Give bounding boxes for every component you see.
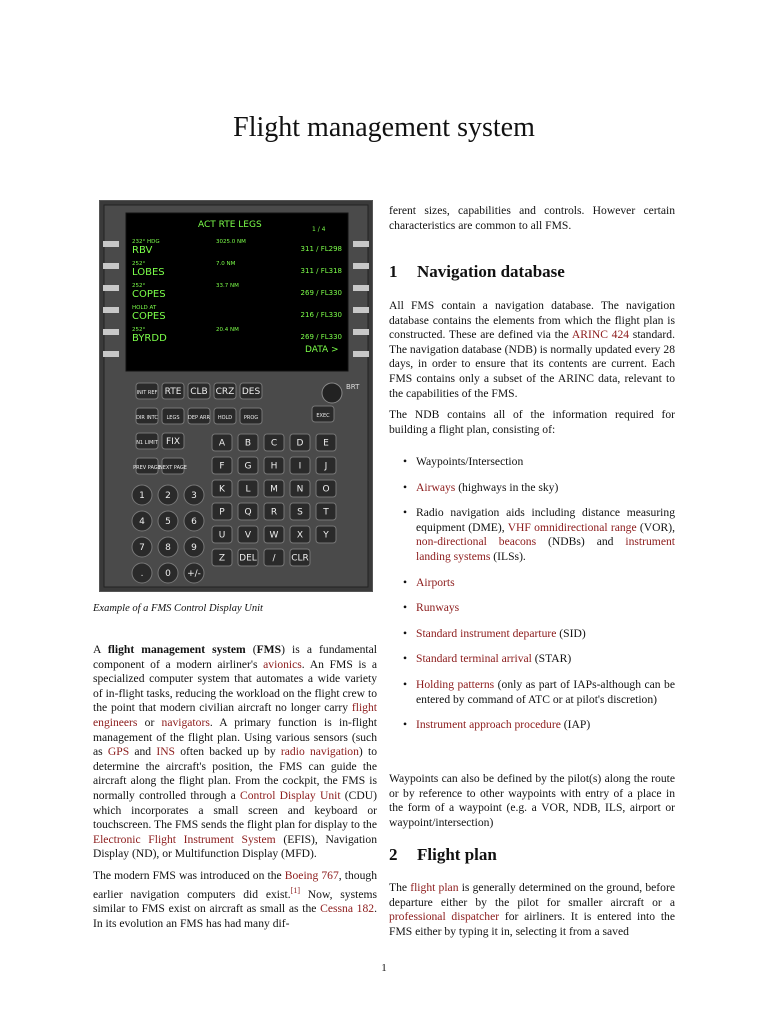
key-label: .	[140, 569, 144, 579]
alpha-key[interactable]	[238, 480, 258, 497]
fms-row-distance: 33.7 NM	[216, 283, 239, 289]
key-label: V	[244, 530, 252, 541]
key-label: J	[324, 461, 328, 472]
key-label: 9	[191, 543, 197, 553]
intro-paragraph-2: The modern FMS was introduced on the Boeing 767, though earlier navigation computers did exist.[1] Now, systems similar to FMS exist on aircraft as small as the Cessna 182. In its evolution an FMS has had many dif-	[93, 868, 377, 930]
alpha-key[interactable]	[212, 480, 232, 497]
function-key[interactable]	[214, 383, 236, 399]
link-ils[interactable]: instrument landing systems	[416, 535, 675, 563]
link-star[interactable]: Standard terminal arrival	[416, 652, 532, 666]
alpha-key[interactable]	[290, 480, 310, 497]
fms-row-altitude: 269 / FL330	[300, 289, 342, 297]
line-select-key-right[interactable]	[353, 285, 369, 291]
key-label: E	[323, 438, 329, 449]
link-arinc-424[interactable]: ARINC 424	[571, 328, 630, 342]
key-label: L	[245, 484, 251, 495]
key-label: EXEC	[316, 413, 330, 419]
intro-paragraph-1: A flight management system (FMS) is a fundamental component of a modern airliner's avionics. An FMS is a specialized computer system that automates a wide variety of in-flight tasks, reducing the workload on the flight crew to the point that modern civilian aircraft no longer carry flight engineers or navigators. A primary function is in-flight management of the flight plan. Using various sensors (such as GPS and INS often backed up by radio navigation) to determine the aircraft's position, the FMS can guide the aircraft along the flight plan. From the cockpit, the FMS is normally controlled through a Control Display Unit (CDU) which incorporates a small screen and keyboard or touchscreen. The FMS sends the flight plan for display to the Electronic Flight Instrument System (EFIS), Navigation Display (ND), or Multifunction Display (MFD).	[93, 643, 377, 861]
fms-row-altitude: 311 / FL318	[300, 267, 342, 275]
line-select-key-right[interactable]	[353, 329, 369, 335]
line-select-key-right[interactable]	[353, 241, 369, 247]
alpha-key[interactable]	[290, 434, 310, 451]
section-heading-navigation-database: 1 Navigation database	[389, 262, 565, 281]
link-professional-dispatcher[interactable]: professional dispatcher	[389, 910, 500, 924]
link-boeing-767[interactable]: Boeing 767	[284, 868, 339, 882]
link-gps[interactable]: GPS	[107, 745, 130, 759]
key-label: G	[244, 461, 252, 472]
key-label: Z	[218, 553, 226, 564]
alpha-key[interactable]	[212, 457, 232, 474]
function-key[interactable]	[214, 408, 236, 424]
key-label: Q	[244, 507, 252, 518]
screen-title: ACT RTE LEGS	[198, 220, 262, 230]
fms-row-course: 252°	[132, 283, 146, 289]
key-label: I	[298, 461, 302, 472]
link-airways[interactable]: Airways	[416, 480, 456, 494]
key-label: H	[270, 461, 278, 472]
fms-row-altitude: 269 / FL330	[300, 333, 342, 341]
key-label: DES	[241, 387, 261, 397]
fms-row-distance: 3025.0 NM	[216, 239, 246, 245]
link-airports[interactable]: Airports	[416, 575, 455, 589]
fms-row-waypoint: COPES	[132, 289, 166, 300]
key-label: 8	[165, 543, 171, 553]
alpha-key[interactable]	[290, 549, 310, 566]
function-key[interactable]	[136, 408, 158, 424]
alpha-key[interactable]	[212, 503, 232, 520]
key-label: R	[270, 507, 278, 518]
key-label: 4	[139, 517, 145, 527]
alpha-key[interactable]	[316, 526, 336, 543]
alpha-key[interactable]	[238, 549, 258, 566]
function-key[interactable]	[188, 383, 210, 399]
key-label: DEL	[239, 553, 257, 564]
brt-label: BRT	[346, 383, 360, 391]
fms-row-course: 232° HDG	[132, 239, 160, 245]
figure-caption: Example of a FMS Control Display Unit	[93, 603, 263, 614]
flight-plan-paragraph: The flight plan is generally determined on the ground, before departure either by the pilot for smaller aircraft or a professional dispatcher for airliners. It is entered into the FMS either by typing it in, selecting it from a saved	[389, 881, 675, 938]
alpha-key[interactable]	[290, 526, 310, 543]
link-efis[interactable]: Electronic Flight Instrument System	[93, 832, 276, 846]
link-iap[interactable]: Instrument approach procedure	[416, 718, 561, 732]
ndb-list	[389, 455, 675, 733]
function-key[interactable]	[136, 383, 158, 399]
key-label: PROG	[243, 415, 259, 421]
fms-row-distance: 20.4 NM	[216, 327, 239, 333]
page-number: 1	[381, 962, 387, 974]
alpha-key[interactable]	[264, 503, 284, 520]
line-select-key-right[interactable]	[353, 307, 369, 313]
ndb-list-container	[389, 455, 675, 744]
link-ins[interactable]: INS	[156, 745, 176, 759]
numeric-key[interactable]	[184, 511, 204, 531]
key-label: B	[244, 438, 252, 449]
key-label: RTE	[164, 387, 182, 397]
link-ndb[interactable]: non-directional beacons	[416, 535, 537, 549]
line-select-key-left[interactable]	[103, 263, 119, 269]
line-select-key-left[interactable]	[103, 307, 119, 313]
link-cessna-182[interactable]: Cessna 182	[320, 901, 375, 915]
link-vor[interactable]: VHF omnidirectional range	[507, 520, 637, 534]
key-label: CLB	[190, 387, 208, 397]
alpha-key[interactable]	[238, 526, 258, 543]
alpha-key[interactable]	[212, 434, 232, 451]
list-item	[389, 576, 675, 591]
key-label: X	[296, 530, 304, 541]
fms-row-course: HOLD AT	[132, 305, 157, 311]
data-label: DATA >	[305, 345, 339, 355]
link-radio-navigation[interactable]: radio navigation	[280, 745, 359, 759]
function-key[interactable]	[162, 408, 184, 424]
alpha-key[interactable]	[238, 434, 258, 451]
key-label: F	[219, 461, 225, 472]
list-item: • Airways (highways in the sky)	[389, 481, 675, 496]
ndb-paragraph-2: The NDB contains all of the information required for building a flight plan, consisting of:	[389, 408, 675, 436]
line-select-key-left[interactable]	[103, 351, 119, 357]
alpha-key[interactable]	[316, 457, 336, 474]
line-select-key-right[interactable]	[353, 263, 369, 269]
fms-row-waypoint: COPES	[132, 311, 166, 322]
line-select-key-right[interactable]	[353, 351, 369, 357]
key-label: 0	[165, 569, 171, 579]
function-key[interactable]	[188, 408, 211, 424]
fms-row-waypoint: LOBES	[132, 267, 165, 278]
fms-row-waypoint: RBV	[132, 245, 153, 256]
continuation-paragraph: ferent sizes, capabilities and controls. However certain characteristics are common to all FMS.	[389, 204, 675, 232]
alpha-key[interactable]	[316, 480, 336, 497]
list-item: • Holding patterns (only as part of IAPs-although can be entered by command of ATC or at pilot's discretion)	[389, 678, 675, 707]
link-flight-engineers[interactable]: flight engineers	[93, 701, 377, 729]
numeric-key[interactable]	[184, 537, 204, 557]
alpha-key[interactable]	[290, 503, 310, 520]
fms-row-altitude: 216 / FL330	[300, 311, 342, 319]
key-label: Y	[323, 530, 329, 541]
key-label: 3	[191, 491, 197, 501]
key-label: N1 LIMIT	[136, 440, 158, 446]
key-label: PREV PAGE	[133, 465, 161, 471]
function-key[interactable]	[133, 458, 161, 474]
fms-row-distance: 7.0 NM	[216, 261, 236, 267]
line-select-key-left[interactable]	[103, 285, 119, 291]
list-item: • Standard terminal arrival (STAR)	[389, 652, 675, 667]
key-label: DEP ARR	[188, 415, 210, 421]
numeric-key[interactable]	[132, 511, 152, 531]
list-item: • Instrument approach procedure (IAP)	[389, 718, 675, 733]
numeric-key[interactable]	[158, 563, 178, 583]
page-title: Flight management system	[233, 112, 535, 143]
list-item: • Radio navigation aids including distance measuring equipment (DME), VHF omnidirectional range (VOR), non-directional beacons (NDBs) and instrument landing systems (ILSs).	[389, 506, 675, 564]
numeric-key[interactable]	[158, 485, 178, 505]
link-runways[interactable]: Runways	[416, 601, 460, 615]
function-key[interactable]	[136, 433, 159, 449]
key-label: 1	[139, 491, 145, 501]
alpha-key[interactable]	[264, 549, 284, 566]
list-item: • Standard instrument departure (SID)	[389, 627, 675, 642]
fms-row-course: 252°	[132, 327, 146, 333]
ndb-paragraph-1: All FMS contain a navigation database. The navigation database contains the elements from which the flight plan is constructed. These are defined via the ARINC 424 standard. The navigation database (NDB) is normally updated every 28 days, in order to ensure that its contents are current. Each FMS contains only a subset of the ARINC data, relevant to the capabilities of the FMS.	[389, 299, 675, 400]
function-key[interactable]	[240, 383, 262, 399]
alpha-key[interactable]	[264, 480, 284, 497]
key-label: D	[296, 438, 304, 449]
key-label: N	[296, 484, 304, 495]
numeric-key[interactable]	[158, 511, 178, 531]
fms-cdu-figure	[99, 200, 373, 592]
section-heading-flight-plan: 2 Flight plan	[389, 845, 497, 864]
fms-row-waypoint: BYRDD	[132, 333, 167, 344]
key-label: CLR	[291, 553, 309, 564]
fms-row-course: 252°	[132, 261, 146, 267]
link-flight-plan[interactable]: flight plan	[410, 881, 459, 894]
flight-plan-section	[389, 881, 675, 946]
link-avionics[interactable]: avionics	[263, 657, 302, 671]
key-label: DIR INTC	[136, 415, 158, 421]
numeric-key[interactable]	[132, 485, 152, 505]
key-label: S	[297, 507, 303, 518]
function-key[interactable]	[162, 433, 184, 449]
function-key[interactable]	[162, 383, 184, 399]
list-item	[389, 601, 675, 616]
alpha-key[interactable]	[212, 549, 232, 566]
numeric-key[interactable]	[158, 537, 178, 557]
link-cdu[interactable]: Control Display Unit	[240, 788, 341, 802]
key-label: 7	[139, 543, 145, 553]
waypoints-paragraph: Waypoints can also be defined by the pilot(s) along the route or by reference to other waypoints with entry of a place in the form of a waypoint (e.g. a VOR, NDB, ILS, airport or waypoint/intersection)	[389, 772, 675, 829]
alpha-key[interactable]	[316, 503, 336, 520]
key-label: CRZ	[215, 387, 235, 397]
key-label: C	[270, 438, 278, 449]
function-key[interactable]	[240, 408, 262, 424]
key-label: O	[322, 484, 330, 495]
numeric-key[interactable]	[132, 563, 152, 583]
key-label: 5	[165, 517, 171, 527]
link-sid[interactable]: Standard instrument departure	[416, 626, 557, 640]
alpha-key[interactable]	[238, 503, 258, 520]
reference-1[interactable]: [1]	[290, 885, 300, 895]
line-select-key-left[interactable]	[103, 329, 119, 335]
page-indicator: 1 / 4	[312, 226, 326, 233]
key-label: +/-	[187, 569, 201, 579]
function-key[interactable]	[159, 458, 187, 474]
key-label: LEGS	[166, 415, 180, 421]
key-label: U	[218, 530, 226, 541]
link-navigators[interactable]: navigators	[161, 715, 210, 729]
link-holding-patterns[interactable]: Holding patterns	[416, 677, 495, 691]
key-label: K	[219, 484, 225, 495]
intro-column	[93, 643, 377, 938]
key-label: 6	[191, 517, 197, 527]
alpha-key[interactable]	[264, 526, 284, 543]
alpha-key[interactable]	[264, 457, 284, 474]
key-label: T	[323, 507, 329, 518]
key-label: 2	[165, 491, 171, 501]
function-key[interactable]	[312, 406, 334, 422]
alpha-key[interactable]	[238, 457, 258, 474]
numeric-key[interactable]	[184, 563, 204, 583]
key-label: FIX	[166, 437, 180, 447]
list-item: • Waypoints/Intersection	[389, 455, 675, 470]
key-label: A	[218, 438, 226, 449]
alpha-key[interactable]	[290, 457, 310, 474]
alpha-key[interactable]	[212, 526, 232, 543]
key-label: NEXT PAGE	[159, 465, 187, 471]
key-label: /	[272, 553, 276, 564]
fms-row-altitude: 311 / FL298	[300, 245, 342, 253]
line-select-key-left[interactable]	[103, 241, 119, 247]
key-label: INIT REF	[136, 390, 158, 396]
key-label: W	[269, 530, 279, 541]
numeric-key[interactable]	[184, 485, 204, 505]
numeric-key[interactable]	[132, 537, 152, 557]
key-label: HOLD	[217, 415, 233, 421]
alpha-key[interactable]	[264, 434, 284, 451]
key-label: M	[270, 484, 278, 495]
key-label: P	[219, 507, 225, 518]
navigation-database-section	[389, 299, 675, 444]
alpha-key[interactable]	[316, 434, 336, 451]
